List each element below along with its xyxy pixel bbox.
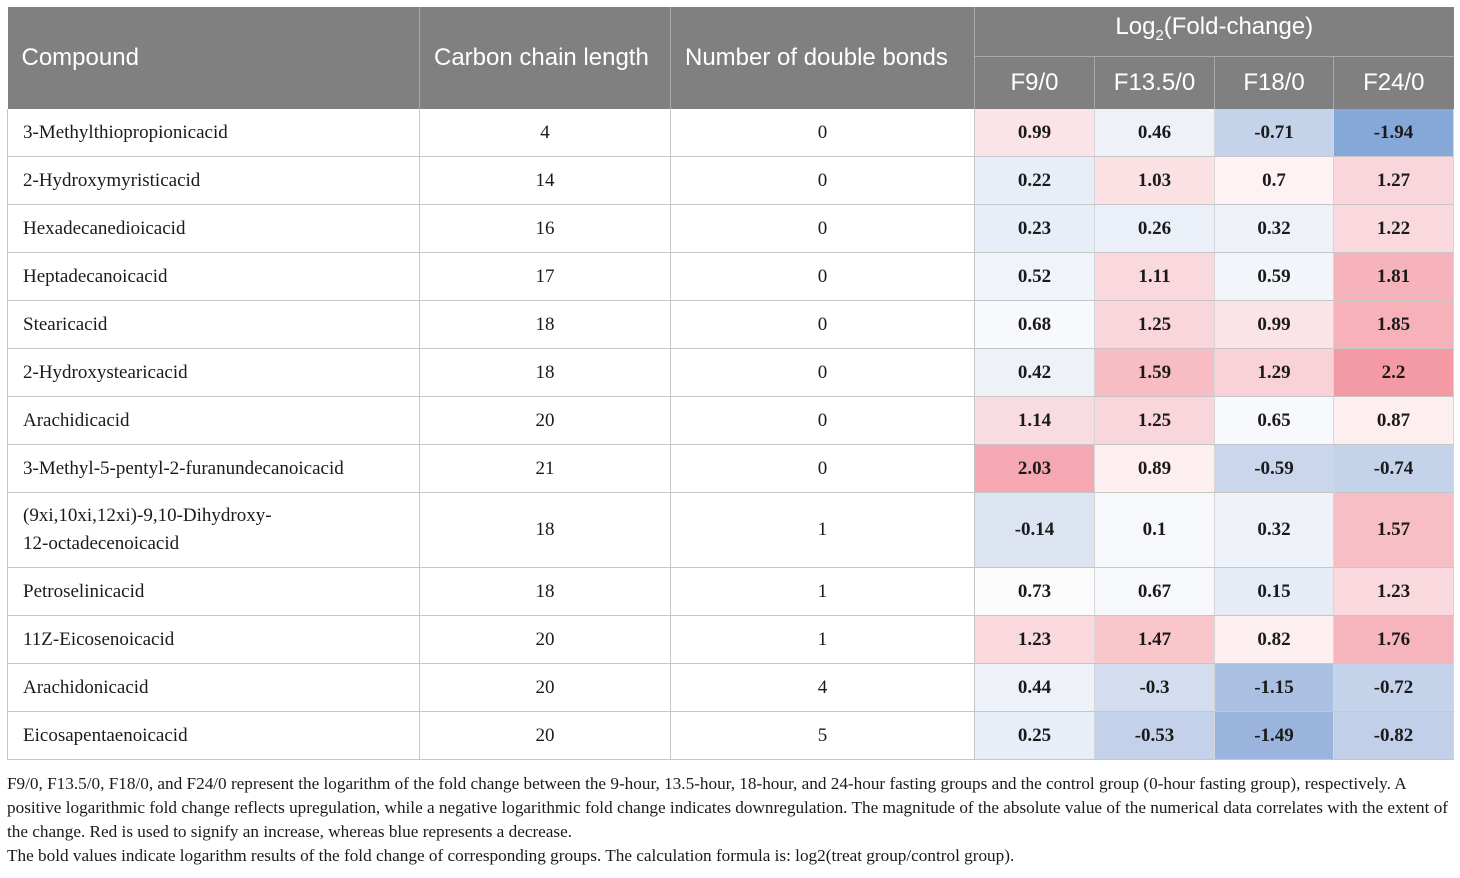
header-chain-length: Carbon chain length — [420, 7, 671, 109]
header-log2-fold-change — [975, 7, 1454, 57]
f9-value-cell: 0.68 — [975, 301, 1095, 349]
double-bonds-cell: 0 — [671, 157, 975, 205]
f18-value-cell: 0.65 — [1215, 397, 1334, 445]
table-row — [8, 568, 1454, 616]
chain-length-cell: 4 — [420, 109, 671, 157]
table-row — [8, 493, 1454, 568]
double-bonds-cell: 1 — [671, 616, 975, 664]
compound-cell: Eicosapentaenoicacid — [8, 712, 420, 760]
f9-value-cell: -0.14 — [975, 493, 1095, 568]
header-log-subscript: 2 — [1155, 26, 1164, 44]
f13-5-value-cell: 0.67 — [1095, 568, 1215, 616]
f24-value-cell: -0.74 — [1334, 445, 1454, 493]
f9-value-cell: 0.44 — [975, 664, 1095, 712]
f9-value-cell: 0.99 — [975, 109, 1095, 157]
f24-value-cell: 1.85 — [1334, 301, 1454, 349]
header-f13-5: F13.5/0 — [1095, 57, 1215, 110]
fold-change-table — [7, 7, 1454, 760]
f18-value-cell: 0.7 — [1215, 157, 1334, 205]
chain-length-cell: 20 — [420, 397, 671, 445]
table-row — [8, 301, 1454, 349]
compound-cell: 3-Methylthiopropionicacid — [8, 109, 420, 157]
f13-5-value-cell: 0.89 — [1095, 445, 1215, 493]
chain-length-cell: 18 — [420, 493, 671, 568]
f18-value-cell: -1.15 — [1215, 664, 1334, 712]
f18-value-cell: 0.32 — [1215, 205, 1334, 253]
double-bonds-cell: 0 — [671, 109, 975, 157]
f13-5-value-cell: 1.11 — [1095, 253, 1215, 301]
table-row — [8, 445, 1454, 493]
chain-length-cell: 18 — [420, 349, 671, 397]
double-bonds-cell: 5 — [671, 712, 975, 760]
header-compound: Compound — [8, 7, 420, 109]
table-row — [8, 616, 1454, 664]
table-footnotes — [7, 772, 1453, 868]
f24-value-cell: 0.87 — [1334, 397, 1454, 445]
chain-length-cell: 14 — [420, 157, 671, 205]
results-table-wrapper — [7, 7, 1453, 760]
chain-length-cell: 16 — [420, 205, 671, 253]
compound-cell: Stearicacid — [8, 301, 420, 349]
header-f24: F24/0 — [1334, 57, 1454, 110]
f13-5-value-cell: 1.25 — [1095, 397, 1215, 445]
f13-5-value-cell: 1.59 — [1095, 349, 1215, 397]
f24-value-cell: 1.23 — [1334, 568, 1454, 616]
footnote-1: F9/0, F13.5/0, F18/0, and F24/0 represent the logarithm of the fold change between the 9-hour, 13.5-hour, 18-hour, and 24-hour fasting groups and the control group (0-hour fasting group), respectively. A positive logarithmic fold change reflects upregulation, while a negative logarithmic fold change indicates downregulation. The magnitude of the absolute value of the numerical data correlates with the extent of the change. Red is used to signify an increase, whereas blue represents a decrease. — [7, 774, 1449, 841]
chain-length-cell: 20 — [420, 616, 671, 664]
f18-value-cell: 0.82 — [1215, 616, 1334, 664]
f9-value-cell: 0.73 — [975, 568, 1095, 616]
f24-value-cell: 1.57 — [1334, 493, 1454, 568]
double-bonds-cell: 0 — [671, 253, 975, 301]
table-row — [8, 205, 1454, 253]
double-bonds-cell: 0 — [671, 445, 975, 493]
f24-value-cell: 1.76 — [1334, 616, 1454, 664]
chain-length-cell: 21 — [420, 445, 671, 493]
chain-length-cell: 20 — [420, 712, 671, 760]
f13-5-value-cell: -0.3 — [1095, 664, 1215, 712]
f13-5-value-cell: 1.25 — [1095, 301, 1215, 349]
f9-value-cell: 0.42 — [975, 349, 1095, 397]
f18-value-cell: 1.29 — [1215, 349, 1334, 397]
f9-value-cell: 1.23 — [975, 616, 1095, 664]
f13-5-value-cell: -0.53 — [1095, 712, 1215, 760]
header-f9: F9/0 — [975, 57, 1095, 110]
f9-value-cell: 0.23 — [975, 205, 1095, 253]
f18-value-cell: -1.49 — [1215, 712, 1334, 760]
double-bonds-cell: 4 — [671, 664, 975, 712]
header-f18: F18/0 — [1215, 57, 1334, 110]
chain-length-cell: 18 — [420, 301, 671, 349]
table-row — [8, 712, 1454, 760]
chain-length-cell: 20 — [420, 664, 671, 712]
f13-5-value-cell: 0.26 — [1095, 205, 1215, 253]
table-header — [8, 7, 1454, 109]
table-row — [8, 397, 1454, 445]
chain-length-cell: 18 — [420, 568, 671, 616]
f9-value-cell: 2.03 — [975, 445, 1095, 493]
table-body — [8, 109, 1454, 760]
f13-5-value-cell: 1.47 — [1095, 616, 1215, 664]
f9-value-cell: 0.25 — [975, 712, 1095, 760]
compound-cell: 11Z-Eicosenoicacid — [8, 616, 420, 664]
f9-value-cell: 0.52 — [975, 253, 1095, 301]
f9-value-cell: 0.22 — [975, 157, 1095, 205]
compound-cell: 3-Methyl-5-pentyl-2-furanundecanoicacid — [8, 445, 420, 493]
table-row — [8, 349, 1454, 397]
footnote-2: The bold values indicate logarithm results of the fold change of corresponding groups. The calculation formula is: log2(treat group/control group). — [7, 846, 1015, 865]
table-row — [8, 664, 1454, 712]
double-bonds-cell: 1 — [671, 568, 975, 616]
f13-5-value-cell: 1.03 — [1095, 157, 1215, 205]
f9-value-cell: 1.14 — [975, 397, 1095, 445]
table-row — [8, 253, 1454, 301]
f24-value-cell: 1.22 — [1334, 205, 1454, 253]
f24-value-cell: -0.72 — [1334, 664, 1454, 712]
double-bonds-cell: 1 — [671, 493, 975, 568]
table-row — [8, 109, 1454, 157]
f24-value-cell: -1.94 — [1334, 109, 1454, 157]
header-double-bonds: Number of double bonds — [671, 7, 975, 109]
compound-cell: Arachidicacid — [8, 397, 420, 445]
f18-value-cell: -0.71 — [1215, 109, 1334, 157]
table-row — [8, 157, 1454, 205]
double-bonds-cell: 0 — [671, 349, 975, 397]
f24-value-cell: 1.81 — [1334, 253, 1454, 301]
f24-value-cell: 1.27 — [1334, 157, 1454, 205]
compound-cell: Arachidonicacid — [8, 664, 420, 712]
f18-value-cell: 0.59 — [1215, 253, 1334, 301]
compound-cell: Heptadecanoicacid — [8, 253, 420, 301]
double-bonds-cell: 0 — [671, 301, 975, 349]
f18-value-cell: 0.15 — [1215, 568, 1334, 616]
f13-5-value-cell: 0.46 — [1095, 109, 1215, 157]
f24-value-cell: 2.2 — [1334, 349, 1454, 397]
compound-cell: 2-Hydroxystearicacid — [8, 349, 420, 397]
f18-value-cell: -0.59 — [1215, 445, 1334, 493]
double-bonds-cell: 0 — [671, 397, 975, 445]
compound-cell: Hexadecanedioicacid — [8, 205, 420, 253]
compound-cell: 2-Hydroxymyristicacid — [8, 157, 420, 205]
f18-value-cell: 0.32 — [1215, 493, 1334, 568]
double-bonds-cell: 0 — [671, 205, 975, 253]
header-log-suffix: (Fold-change) — [1163, 13, 1314, 41]
chain-length-cell: 17 — [420, 253, 671, 301]
f24-value-cell: -0.82 — [1334, 712, 1454, 760]
compound-cell: Petroselinicacid — [8, 568, 420, 616]
header-log-prefix: Log — [1115, 13, 1156, 41]
compound-cell: (9xi,10xi,12xi)-9,10-Dihydroxy-12-octadecenoicacid — [8, 493, 420, 568]
f18-value-cell: 0.99 — [1215, 301, 1334, 349]
f13-5-value-cell: 0.1 — [1095, 493, 1215, 568]
